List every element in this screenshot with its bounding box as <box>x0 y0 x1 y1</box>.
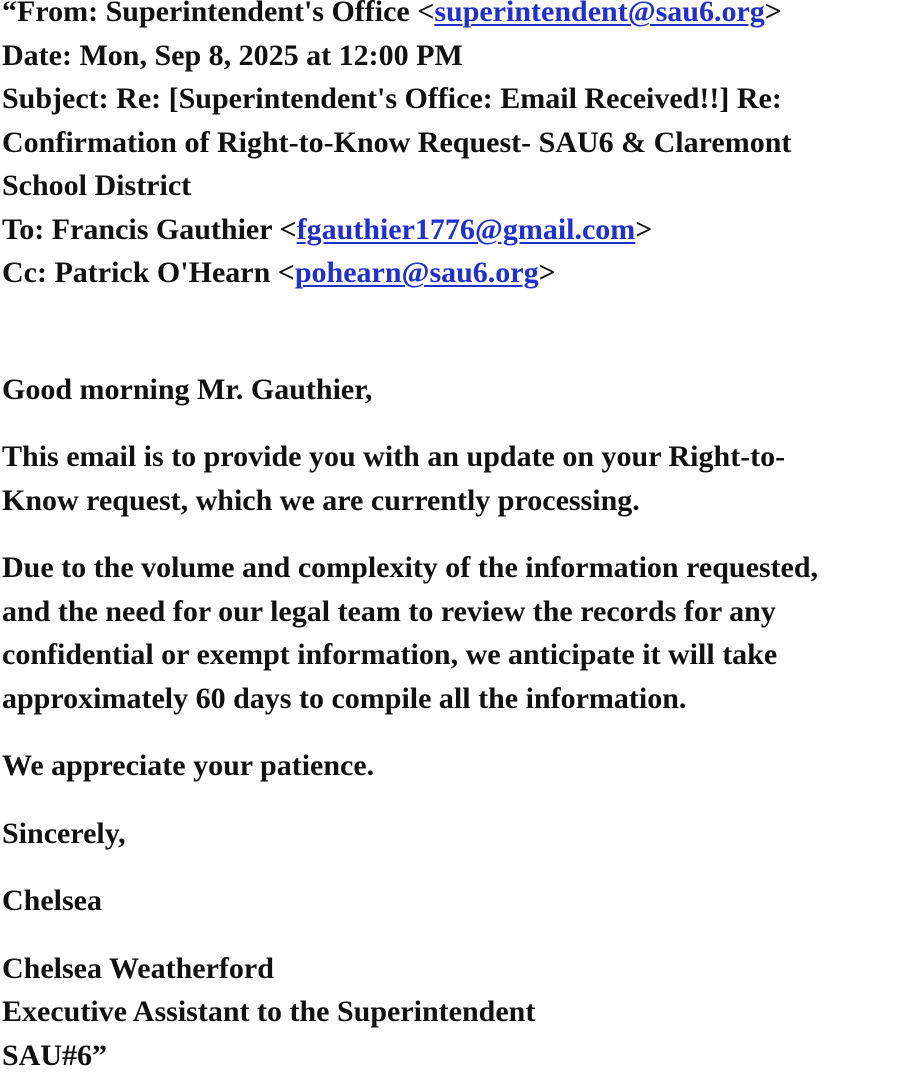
email-header <box>2 0 898 295</box>
para2-line-2: and the need for our legal team to review the records for any <box>2 594 776 628</box>
to-line <box>2 208 898 252</box>
to-label: To: Francis Gauthier < <box>2 212 297 246</box>
from-suffix: > <box>764 0 782 28</box>
subject-line-1: Subject: Re: [Superintendent's Office: Email Received!!] Re: <box>2 82 782 115</box>
paragraph-spacer <box>2 855 898 879</box>
cc-email-link[interactable]: pohearn@sau6.org <box>294 256 539 289</box>
closing: Sincerely, <box>2 816 126 850</box>
cc-suffix: > <box>538 256 556 289</box>
email-document <box>2 0 898 1077</box>
short-name: Chelsea <box>2 884 102 917</box>
para2-line-3: confidential or exempt information, we anticipate it will take <box>2 638 778 671</box>
paragraph-spacer <box>2 522 898 546</box>
para1-line-1: This email is to provide you with an update on your Right-to- <box>2 440 786 473</box>
paragraph-spacer <box>2 411 898 435</box>
date-line: Date: Mon, Sep 8, 2025 at 12:00 PM <box>2 38 463 72</box>
paragraph-spacer <box>2 923 898 947</box>
para3: We appreciate your patience. <box>2 749 375 782</box>
para2-line-4: approximately 60 days to compile all the information. <box>2 681 687 715</box>
greeting: Good morning Mr. Gauthier, <box>2 372 373 406</box>
cc-line <box>2 251 898 295</box>
from-line <box>2 0 898 34</box>
header-body-spacer <box>2 295 898 368</box>
from-email-link[interactable]: superintendent@sau6.org <box>434 0 765 28</box>
signature-name: Chelsea Weatherford <box>2 951 274 985</box>
from-label: “From: Superintendent's Office < <box>2 0 435 28</box>
to-email-link[interactable]: fgauthier1776@gmail.com <box>296 212 636 246</box>
email-body <box>2 368 898 1078</box>
paragraph-spacer <box>2 788 898 812</box>
para2-line-1: Due to the volume and complexity of the information requested, <box>2 551 819 584</box>
para1-line-2: Know request, which we are currently processing. <box>2 483 640 517</box>
subject-line-3: School District <box>2 169 192 202</box>
signature-org: SAU#6” <box>2 1038 108 1072</box>
signature-title: Executive Assistant to the Superintendent <box>2 995 536 1028</box>
cc-label: Cc: Patrick O'Hearn < <box>2 256 295 289</box>
subject-line-2: Confirmation of Right-to-Know Request- SAU6 & Claremont <box>2 125 792 159</box>
to-suffix: > <box>635 212 653 246</box>
paragraph-spacer <box>2 720 898 744</box>
